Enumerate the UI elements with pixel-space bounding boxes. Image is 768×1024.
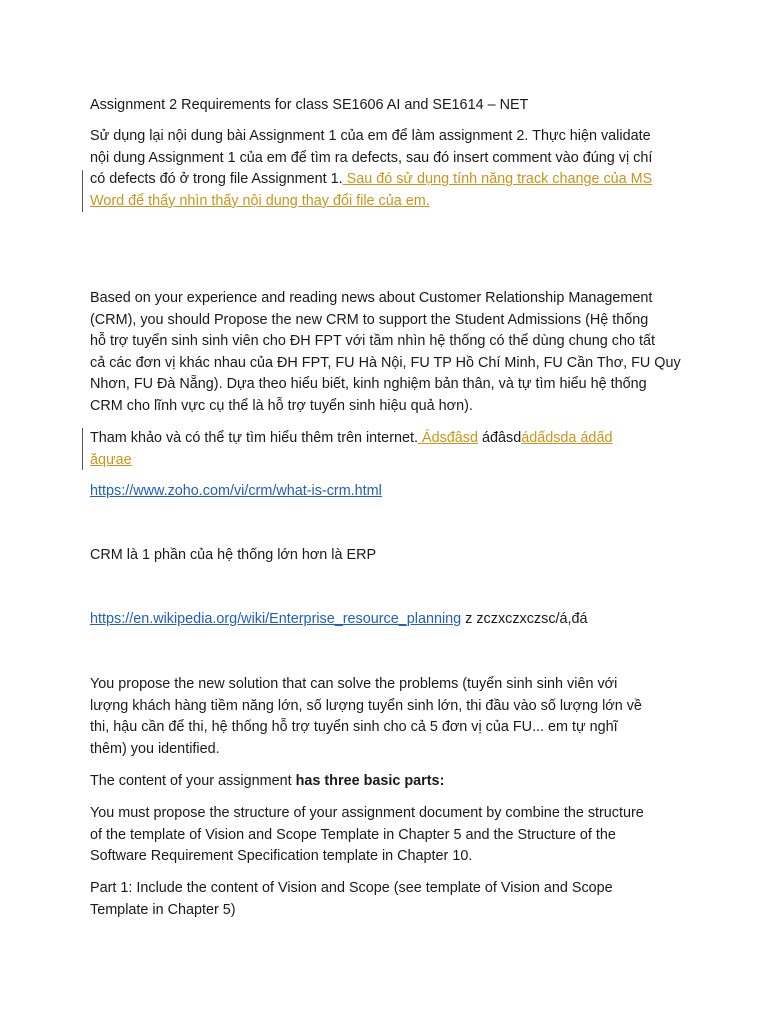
paragraph-line: You must propose the structure of your assignment document by combine the structure [90, 805, 644, 821]
paragraph-line: CRM cho lĩnh vực cụ thể là hỗ trợ tuyển sinh hiệu quả hơn). [90, 397, 473, 414]
assignment-heading [90, 95, 690, 117]
paragraph-line: (CRM), you should Propose the new CRM to support the Student Admissions (Hệ thống [90, 311, 649, 328]
wiki-suffix-text: z zczxczxczsc/á,đá [461, 611, 588, 627]
paragraph-line: cả các đơn vị khác nhau của ĐH FPT, FU Hà Nội, FU TP Hồ Chí Minh, FU Cần Thơ, FU Quy [90, 354, 681, 371]
reference-line [90, 428, 690, 450]
intro-line [90, 191, 690, 213]
reference-paragraph [90, 428, 690, 471]
tracked-insertion[interactable]: ádấdsda ádấd [521, 430, 613, 446]
content-text: The content of your assignment [90, 773, 296, 789]
zoho-link[interactable]: https://www.zoho.com/vi/crm/what-is-crm.html [90, 483, 382, 499]
change-bar [82, 428, 83, 470]
reference-text: áđâsd [478, 430, 522, 446]
paragraph-line: Nhơn, FU Đà Nẵng). Dựa theo hiểu biết, kinh nghiệm bản thân, và tự tìm hiểu hệ thống [90, 376, 647, 393]
paragraph-line: Template in Chapter 5) [90, 901, 236, 918]
paragraph-line: of the template of Vision and Scope Template in Chapter 5 and the Structure of the [90, 826, 616, 843]
paragraph-line: thi, hậu cần để thi, hệ thống hỗ trợ tuyển sinh cho cả 5 đơn vị của FU... em tự nghĩ [90, 719, 618, 736]
paragraph-line: lượng khách hàng tiềm năng lớn, số lượng tuyển sinh lớn, thi đầu vào số lượng lớn về [90, 697, 642, 714]
crm-erp-paragraph [90, 545, 690, 567]
paragraph-line: hỗ trợ tuyển sinh sinh viên cho ĐH FPT với tầm nhìn hệ thống có thể dùng chung cho tất [90, 333, 655, 350]
wiki-link[interactable]: https://en.wikipedia.org/wiki/Enterprise_resource_planning [90, 611, 462, 627]
tracked-insertion[interactable]: Sau đó sử dụng tính năng track change của MS [342, 171, 653, 188]
tracked-insertion[interactable]: Word để thấy nhìn thấy nội dung thay đổi file của em. [90, 192, 430, 209]
intro-paragraph [90, 126, 690, 212]
structure-paragraph [90, 803, 690, 868]
paragraph-line: You propose the new solution that can solve the problems (tuyển sinh sinh viên với [90, 676, 618, 692]
based-paragraph [90, 288, 690, 418]
crm-erp-text: CRM là 1 phần của hệ thống lớn hơn là ERP [90, 547, 377, 563]
change-bar [82, 170, 83, 212]
intro-line: nội dung Assignment 1 của em để tìm ra defects, sau đó insert comment vào đúng vị chí [90, 149, 653, 166]
content-paragraph [90, 771, 690, 793]
reference-text: Tham khảo và có thể tự tìm hiểu thêm trên internet. [90, 430, 418, 446]
heading-text: Assignment 2 Requirements for class SE1606 AI and SE1614 – NET [90, 97, 529, 113]
intro-text: có defects đó ở trong file Assignment 1. [90, 171, 343, 188]
reference-line [90, 450, 690, 472]
part1-paragraph [90, 878, 690, 921]
paragraph-line: Software Requirement Specification template in Chapter 10. [90, 848, 473, 865]
zoho-link-paragraph [90, 481, 690, 503]
intro-line [90, 169, 690, 191]
propose-paragraph [90, 674, 690, 760]
paragraph-line: Part 1: Include the content of Vision and Scope (see template of Vision and Scope [90, 880, 613, 896]
intro-line: Sử dụng lại nội dung bài Assignment 1 của em để làm assignment 2. Thực hiện validate [90, 128, 651, 144]
paragraph-line: Based on your experience and reading news about Customer Relationship Management [90, 290, 653, 306]
tracked-insertion[interactable]: Ádsđâsd [417, 430, 478, 446]
wiki-link-paragraph [90, 609, 690, 631]
paragraph-line: thêm) you identified. [90, 740, 220, 757]
tracked-insertion[interactable]: ăqưae [90, 451, 132, 468]
content-bold-text: has three basic parts: [295, 773, 445, 789]
